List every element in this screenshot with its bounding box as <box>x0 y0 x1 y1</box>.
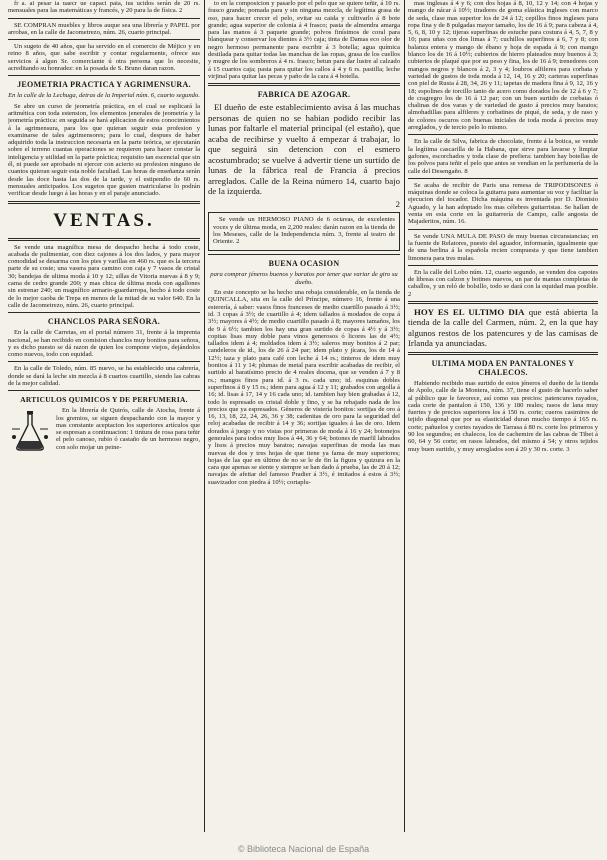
moda-body: Habiendo recibido mas surtido de estos jéneros el dueño de la tienda de Apolo, calle de la Montera, núm. 37, tiene el gusto de hacerlo saber al público que le favorece, así como sus precios: patencures rayados, cada corte de pantalon á 150, 136 y 180 reales; rasos de lana muy fuertes y de precios superiores los á 150 rs. corte; cueros casimires de tejido diagonal que por su elasticidad duran mucho tiempo á 165 rs. corte; pañuelos y cortes rayados de Tarrasa á 80 rs. corte los primeros y 90 los segundos; en chalecos, los de cachemire de las cabras de Tibet á 60, 64 y 56 corte; en rasos labrados, del mismo á 54; y otros tejidos muy buen surtido, y muy arreglados son á 20 y 30 rs. corte. 3 <box>408 379 598 453</box>
divider <box>408 352 598 355</box>
chanclos-body: En la calle de Carretas, en el portal número 31, frente á la imprenta nacional, se han recibido en comision chanclos muy bonitos para señora, y es dicho puesto se dá razon de quien los compone viejos, dejándolos como nuevos, todo con equidad. <box>8 329 200 359</box>
ad-toledo: En la calle de Toledo, núm. 85 nuevo, se ha establecido una cabrería, donde se dará la leche sin mezcla á 8 cuartos cuartillo, siendo las cabras de la mejor calidad. <box>8 365 200 387</box>
divider <box>8 39 200 40</box>
divider <box>408 229 598 230</box>
azogar-body: El dueño de este establecimiento avisa á las muchas personas de quien no se habian podido recibir las lunas por faltarle el material principal (el estaño), que acaba de recibirse y vuelto á empezar á trabajar, lo que seguirá sin detencion con el esmero acostumbrado; se vuelve á advertir tiene un surtido de lunas de la fábrica real de Francia á precios arreglados. Calle de la Reina número 14, cuarto bajo de la izquierda. 2 <box>208 102 400 209</box>
ad-papel: SE COMPRAN muebles y libros auque sea una librería y PAPEL por arrobas, en la calle de Jacometrezo, núm. 26, cuarto principal. <box>8 21 200 36</box>
divider <box>408 265 598 266</box>
perfumeria-continuation: to en la composicion y pasarlo por el pelo que se quiere teñir, á 10 rs. frasco grande; pomada para y sin ninguna mezcla, de legítima grasa de oso, para hacer crecer el pelo, evitar su caida y cultivarlo á 8 bote grande; agua superior de colonia á 4 frasco; pasta de almendra amarga para las manos á 3 paquete grande; polvos finísimos de coral para blanquear y conservar los dientes á 3½ caja; tinta de Damas eco olor de negro hermoso permanente para escribir á 3 botella; agua química destilada para quitar todas las manchas de las ropas, grasa de los cuellos y mugre de los sombreros á 4 rs. frasco; betun para dar lustre al calzado á 15 cuartos caja; pasta para quitar los callos á 4 y 6 rs. pastilla; leche virjinal para quitar las pecas y paño de la cara á 4 botella. <box>208 0 400 80</box>
moda-title: ULTIMA MODA EN PANTALONES Y CHALECOS. <box>431 358 575 377</box>
flask-illustration-icon <box>8 409 52 453</box>
ad-sujeto: Un sugeto de 40 años, que ha servido en el comercio de Méjico y en reino 8 años, que sabe escribir y contar regularmente, ofrece sus servicios á algun Sr. comerciante ú otra persona que lo necesite, acreditando su honradez: en la posada de S. Bruno daran razon. <box>8 43 200 73</box>
column-rule <box>404 0 405 832</box>
divider <box>8 361 200 362</box>
divider <box>408 178 598 179</box>
divider <box>8 312 200 313</box>
azogar-title: FABRICA DE AZOGAR. <box>257 90 351 100</box>
newspaper-page <box>8 0 598 832</box>
ocasion-subtitle: para comprar jéneros buenos y baratos por tener que variar de giro su dueño. <box>210 271 398 286</box>
geometria-subtitle: En la calle de la Lechuga, detras de la Imperial núm. 6, cuarto segundo. <box>8 92 200 100</box>
articulos-body: En la librería de Quirós, calle de Atocha, frente á los gremios, se siguen despachando con la mayor y mas constante aceptacion los superiores artículos que se espresan a continuacion: 1 tintura de rosa para teñir el pelo canoso, rubio ó castaño de un hermoso negro, con solo mojar un peine- <box>56 407 200 451</box>
silva-ad: En la calle de Silva, fabrica de chocolate, frente á la botica, se vende la legítima cascarilla de la Habana, que sirve para lavarse y limpiar gafones, escorchados y toda clase de prefiera: tambien hay botellas de los polvos para teñir el pelo que antes se vendian en la perfumería de la calle del Desengaño. 8 <box>408 138 598 175</box>
ventas-heading: VENTAS. <box>53 209 155 231</box>
geometria-title: JEOMETRIA PRACTICA Y AGRIMENSURA. <box>17 80 191 90</box>
divider <box>8 18 200 19</box>
paris-ad: Se acaba de recibir de Paris una remesa de TRIPODISONES ó máquinas donde se coloca la guitarra para aumentar su voz y facilitar la ejecucion del tocador. Dicha máquina es inventada por D. Dionisio Aguado, y la han adoptado los mas célebres guitarristas. Se hallan de venta en esta corte en la guitarrería de Campo, calle angosta de Majaderitos, núm. 16. <box>408 181 598 226</box>
divider <box>208 83 400 86</box>
ocasion-body: En este concepto se ha hecho una rebaja considerable, en la tienda de QUINCALLA, sita en la calle del Príncipe, número 16, frente á una esterería, á saber: vasos finos franceses de medio cuartillo pasado á 3½; id. 3 copas á 3½; de cuartillo á 4; idem tallados á modados de copa á 3½; mayores á 4½; de medio cuartillo pasado á 8; mayores tamaños, los de 9 á 6½; tambien los hay una gran surtido de copas á 4½ y á 3½; copitas lisas muy doble para vinos generosos ó licores las de 4½; tallados idem á 4; moldados idem á 3½; saleros muy bonitos á 2 par; candeleros de id., los de 26 á 24 par; idem plato y jícara, los de 14 á 12½; taza y plato para café con leche á 14 rs.; tinteros de idem muy bonitos á 11 y 14; plumas de metal para escribir acabadas de recibir, el surtido al baratísimo precio de 4 reales docena, que se venden á 7 y 8 rs.; mangos finos para id. á 3 rs. cada uno; id. esquinas dobles superfinos á 8 y 15 rs.; idem para agua á 12 y 11; grabados con argolla á 16; id. lisas á 17, 14 y 16 cada uno; id. tambien hay bien grabadas á 12, todo lo espresado es cristal doble y fino, y se ha rebajado nada de los precios que ya espresados. Géneros de vistería bonitos: sortijas de oro á 16, 13, 18, 22, 24, 26, 36 y 38; cadenitas de oro para la seguridad del reloj acabadas de recibir á 14 y 36; sortijas iguales á las de oro. Idem dorados á juego y no vistas por primeras de moda á 16 y 24; botonejos generales para todos muy lisos á 44, 36 y 64; botones de marfil labrados y lisos á precios muy baratos; navajas superfinas de moda las mas nuevas de dos y tres hojas de que tiene ya fama de muy superiores; hojas de las que en último de no se le de fin la figura y quizura en la cara que apenas se siente y siempre se han dado á prueba, las de 20 á 12; navajas de afeitar del famoso Pradier á 3½, é imitados á estos á 3½; suavizador con piedra á 10½; cortaplu- <box>208 289 400 486</box>
hoy-ad: HOY ES EL ULTIMO DIA que está abierta la tienda de la calle del Carmen, núm. 2, en la que hay algunos restos de los patencures y de las camisas de Irlanda ya anunciadas. <box>408 306 598 349</box>
articulos-title: ARTICULOS QUIMICOS Y DE PERFUMERIA. <box>20 395 188 405</box>
divider <box>408 134 598 135</box>
ad-mesa: Se vende una magnífica mesa de despacho hecha á todo coste, acabada de pulimentar, con diez cajones á los dos lados, y para mayor comodidad se desarma con los pies y varillas en 460 rs. que es la tercera parte de su coste; una vasera para camino con caja y 7 vasos de cristal 30; bandejas de ultima moda á 10 y 12; sillas de Vitoria nuevas á 8 y 9; cama de cedro grande 200; y mas chica de última moda con agallones sin estrenar 240; un magnífico armario-guardarropa, hecho á todo coste de lo mejor caoba de Trepa en menos de la mitad de su valor 640. En la calle de Jacometrezo, núm. 26, cuarto principal. <box>8 243 200 309</box>
mula-ad: Se vende UNA MULA DE PASO de muy buenas circunstancias; en la fuente de Relatores, puesto del aguador, informarán, igualmente que de una berlina á la española recien compuesta y que tiene tambien limonera para tres mulas. <box>408 232 598 262</box>
column-1 <box>8 0 200 832</box>
divider <box>408 301 598 304</box>
divider <box>208 254 400 255</box>
top-fragment: fr a. ai pesar ia uaecr ue capaci paia, ius ucidos serán de 20 rs. mensuales para las matemáticas y francés, y 20 para la de física. 2 <box>8 0 200 15</box>
lobo-ad: En la calle del Lobo núm. 12, cuarto segundo, se venden dos capotes de libreas con calzon y botines nuevos, un par de mantas completas de caballos, y un reló de bolsillo, todo se dará con la equidad mas posible. 2 <box>408 268 598 298</box>
ocasion-title: BUENA OCASION <box>268 259 340 269</box>
geometria-body: Se abre un curso de jeometría práctica, en el cual se esplicará la aritmética con toda estension, los elementos jenerales de jeometría y la jeometría práctica: en seguida se hará aplicacion de estos conocimientos á la agrimensura, para los que quieran seguir esta profesion y examinarse de tales agrimensores; para lo cual, despues de haber adquirido toda la instruccion necesaria en la parte teórica, se ejecutarán sobre el terreno cuantas operaciones se requieren para hacer constar la inteligencia y utilidad en la parte práctica; requisito tan escencial que sin él, ni puede ser aprobado ni ejercer con acierto su profesion ninguno de cuantos quieran seguir esta noble facultad. Las horas de enseñanza serán desde las doce hasta las dos de la tarde, y el estipendio de 60 rs. mensuales anticipados. Los sugetos que gusten matricularse lo podrán verificar desde luego á las horas y en el paraje anunciado. <box>8 102 200 198</box>
column-rule <box>204 0 205 832</box>
piano-ad: Se vende un HERMOSO PIANO de 6 octavas, de excelentes voces y de última moda, en 2,200 reales: darán razon en la tienda de los Meseses, calle de la Independencia núm. 3, frente al teatro de Oriente. 2 <box>208 212 400 251</box>
library-credit: © Biblioteca Nacional de España <box>237 844 370 854</box>
divider <box>8 390 200 391</box>
quincalla-continuation: mas inglesas á 4 y 6; con dos hojas á 8, 10, 12 y 14; con 4 hojas y mango de nácar á 10½; tiradores de goma elástica ingleses con marco de seda, clase mas superior los de 24 á 12; cepillos finos ingleses para ropa fina y de 8 pulgadas mayor tamaño, los de 16 á 9; para cabeza á 4, 5, 6, 8, 10 y 12; tijeras superfinas de estuche para costura á 4, 5, 7, 8 y 10; para uñas con dos limas á 7; cuchillos superfinos á 6, 7 y 8; con balanza entera y mango de ébano y hoja de espada á 9; con mango blanco los de 16 á 10½; cubiertos de hierro plateados muy buenos á 3; cubiertos de plaqué que por su peso y fina, los de 16 á 9; trenedores con mangos negros y blancos á 2, 3 y 4; loubros alfileres para corbata y variedad de gustos de toda moda á 12, 14, 16 y 20; carteras superfinas con piel de Rusia á 28, 34, 26 y 11; tapetas de madera fina á 9, 12, 16 y 18; espolines de torcillo tanto de acero como dorados los de 12 á 6 y 7; de cragregro los de 16 á 12 par; con un buen surtido de corbatas ó chalinas de dos varas y de variedad de gusto á precios muy baratos; almohadillas para alfileres y corbatines de piqué, de seda, y de raso y de colores oscuros con buenas iniciales de toda moda á precios muy arreglados, y de tercio pelo lo mismo. <box>408 0 598 132</box>
column-2 <box>208 0 400 832</box>
divider <box>8 75 200 76</box>
divider <box>8 238 200 241</box>
column-3 <box>408 0 598 832</box>
chanclos-title: CHANCLOS PARA SEÑORA. <box>47 317 161 327</box>
divider <box>8 201 200 204</box>
